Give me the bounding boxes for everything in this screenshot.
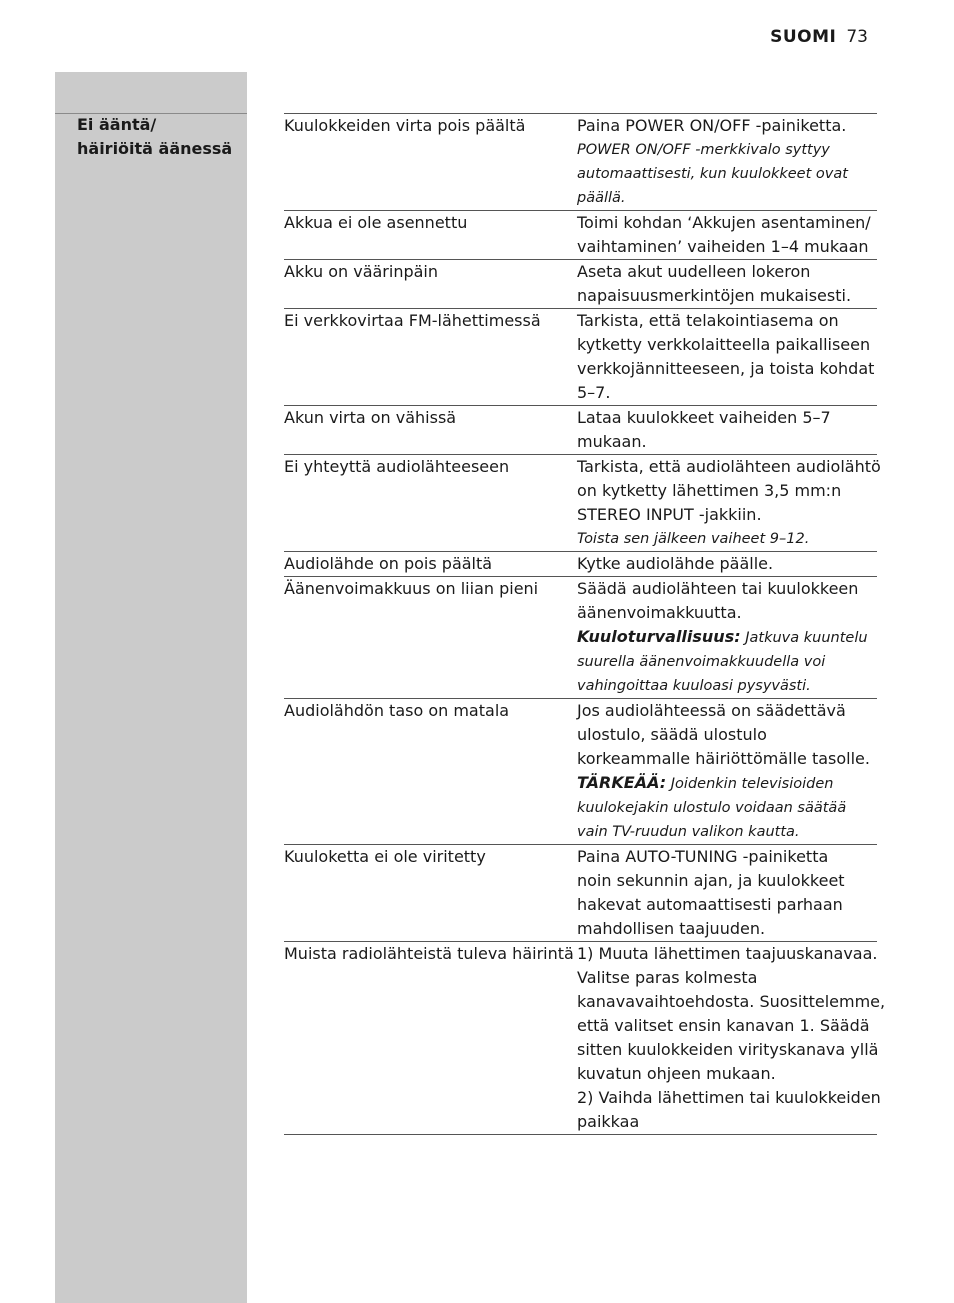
problem-cell: Akkua ei ole asennettu: [284, 211, 577, 260]
note-line: suurella äänenvoimakkuudella voi: [577, 654, 826, 670]
solution-cell: [577, 845, 877, 942]
sidebar-band: [55, 72, 247, 1303]
problem-cell: Ei yhteyttä audiolähteeseen: [284, 455, 577, 552]
solution-cell: [577, 406, 877, 455]
solution-line: Tarkista, että audiolähteen audiolähtö: [577, 457, 881, 476]
solution-line: Tarkista, että telakointiasema on: [577, 311, 839, 330]
solution-line: 5–7.: [577, 383, 611, 402]
solution-line: kanavavaihtoehdosta. Suosittelemme,: [577, 992, 886, 1011]
solution-line: on kytketty lähettimen 3,5 mm:n: [577, 481, 842, 500]
solution-line: korkeammalle häiriöttömälle tasolle.: [577, 749, 870, 768]
problem-cell: Audiolähde on pois päältä: [284, 552, 577, 577]
table-row: [284, 211, 877, 260]
solution-line: äänenvoimakkuutta.: [577, 603, 742, 622]
table-row: [284, 455, 877, 552]
solution-line: hakevat automaattisesti parhaan: [577, 895, 843, 914]
table-row: [284, 942, 877, 1135]
solution-line: 1) Muuta lähettimen taajuuskanavaa.: [577, 944, 878, 963]
solution-line: kuvatun ohjeen mukaan.: [577, 1064, 776, 1083]
section-title-line: häiriöitä äänessä: [77, 139, 233, 158]
note-line: POWER ON/OFF -merkkivalo syttyy: [577, 142, 830, 158]
table-row: [284, 699, 877, 845]
solution-line: että valitset ensin kanavan 1. Säädä: [577, 1016, 870, 1035]
note-line: [577, 771, 877, 796]
solution-cell: [577, 455, 881, 552]
problem-cell: Kuulokkeiden virta pois päältä: [284, 114, 577, 211]
note-line: vain TV-ruudun valikon kautta.: [577, 824, 800, 840]
solution-cell: [577, 114, 877, 211]
table-row: [284, 577, 877, 699]
table-row: [284, 552, 877, 577]
table-row: [284, 406, 877, 455]
solution-cell: [577, 942, 886, 1135]
page-number: 73: [846, 27, 868, 47]
note-line: Toista sen jälkeen vaiheet 9–12.: [577, 531, 810, 547]
note-text: Jatkuva kuuntelu: [745, 630, 868, 646]
solution-cell: [577, 309, 877, 406]
note-line: vahingoittaa kuuloasi pysyvästi.: [577, 678, 811, 694]
language-label: SUOMI: [770, 27, 837, 47]
solution-cell: [577, 577, 877, 699]
solution-cell: [577, 699, 877, 845]
section-title: [77, 113, 247, 161]
solution-line: Säädä audiolähteen tai kuulokkeen: [577, 579, 859, 598]
troubleshooting-table: [284, 113, 886, 1135]
solution-cell: [577, 552, 877, 577]
solution-line: Lataa kuulokkeet vaiheiden 5–7: [577, 408, 831, 427]
solution-line: Jos audiolähteessä on säädettävä: [577, 701, 846, 720]
solution-line: paikkaa: [577, 1112, 640, 1131]
solution-line: sitten kuulokkeiden virityskanava yllä: [577, 1040, 879, 1059]
solution-line: 2) Vaihda lähettimen tai kuulokkeiden: [577, 1088, 881, 1107]
problem-cell: Akku on väärinpäin: [284, 260, 577, 309]
note-label: Kuuloturvallisuus:: [577, 627, 741, 646]
note-line: päällä.: [577, 190, 626, 206]
solution-cell: [577, 260, 877, 309]
solution-line: Paina POWER ON/OFF -painiketta.: [577, 116, 847, 135]
solution-line: Aseta akut uudelleen lokeron: [577, 262, 811, 281]
solution-line: Valitse paras kolmesta: [577, 968, 758, 987]
solution-line: ulostulo, säädä ulostulo: [577, 725, 767, 744]
note-line: automaattisesti, kun kuulokkeet ovat: [577, 166, 848, 182]
problem-cell: Äänenvoimakkuus on liian pieni: [284, 577, 577, 699]
problem-cell: Muista radiolähteistä tuleva häirintä: [284, 942, 577, 1135]
table-row: [284, 845, 877, 942]
solution-line: Kytke audiolähde päälle.: [577, 554, 774, 573]
solution-line: mukaan.: [577, 432, 647, 451]
solution-line: STEREO INPUT -jakkiin.: [577, 505, 762, 524]
solution-line: verkkojännitteeseen, ja toista kohdat: [577, 359, 875, 378]
table-row: [284, 309, 877, 406]
page-header: [770, 25, 868, 49]
note-line: kuulokejakin ulostulo voidaan säätää: [577, 800, 847, 816]
note-line: [577, 625, 877, 650]
solution-line: Paina AUTO-TUNING -painiketta: [577, 847, 829, 866]
problem-cell: Akun virta on vähissä: [284, 406, 577, 455]
solution-cell: [577, 211, 877, 260]
solution-line: Toimi kohdan ‘Akkujen asentaminen/: [577, 213, 871, 232]
section-title-line: Ei ääntä/: [77, 115, 157, 134]
solution-line: noin sekunnin ajan, ja kuulokkeet: [577, 871, 845, 890]
note-text: Joidenkin televisioiden: [670, 776, 834, 792]
problem-cell: Kuuloketta ei ole viritetty: [284, 845, 577, 942]
problem-cell: Ei verkkovirtaa FM-lähettimessä: [284, 309, 577, 406]
note-label: TÄRKEÄÄ:: [577, 773, 667, 792]
solution-line: napaisuusmerkintöjen mukaisesti.: [577, 286, 852, 305]
solution-line: kytketty verkkolaitteella paikalliseen: [577, 335, 871, 354]
problem-cell: Audiolähdön taso on matala: [284, 699, 577, 845]
solution-line: mahdollisen taajuuden.: [577, 919, 766, 938]
solution-line: vaihtaminen’ vaiheiden 1–4 mukaan: [577, 237, 869, 256]
table-row: [284, 114, 877, 211]
table-row: [284, 260, 877, 309]
